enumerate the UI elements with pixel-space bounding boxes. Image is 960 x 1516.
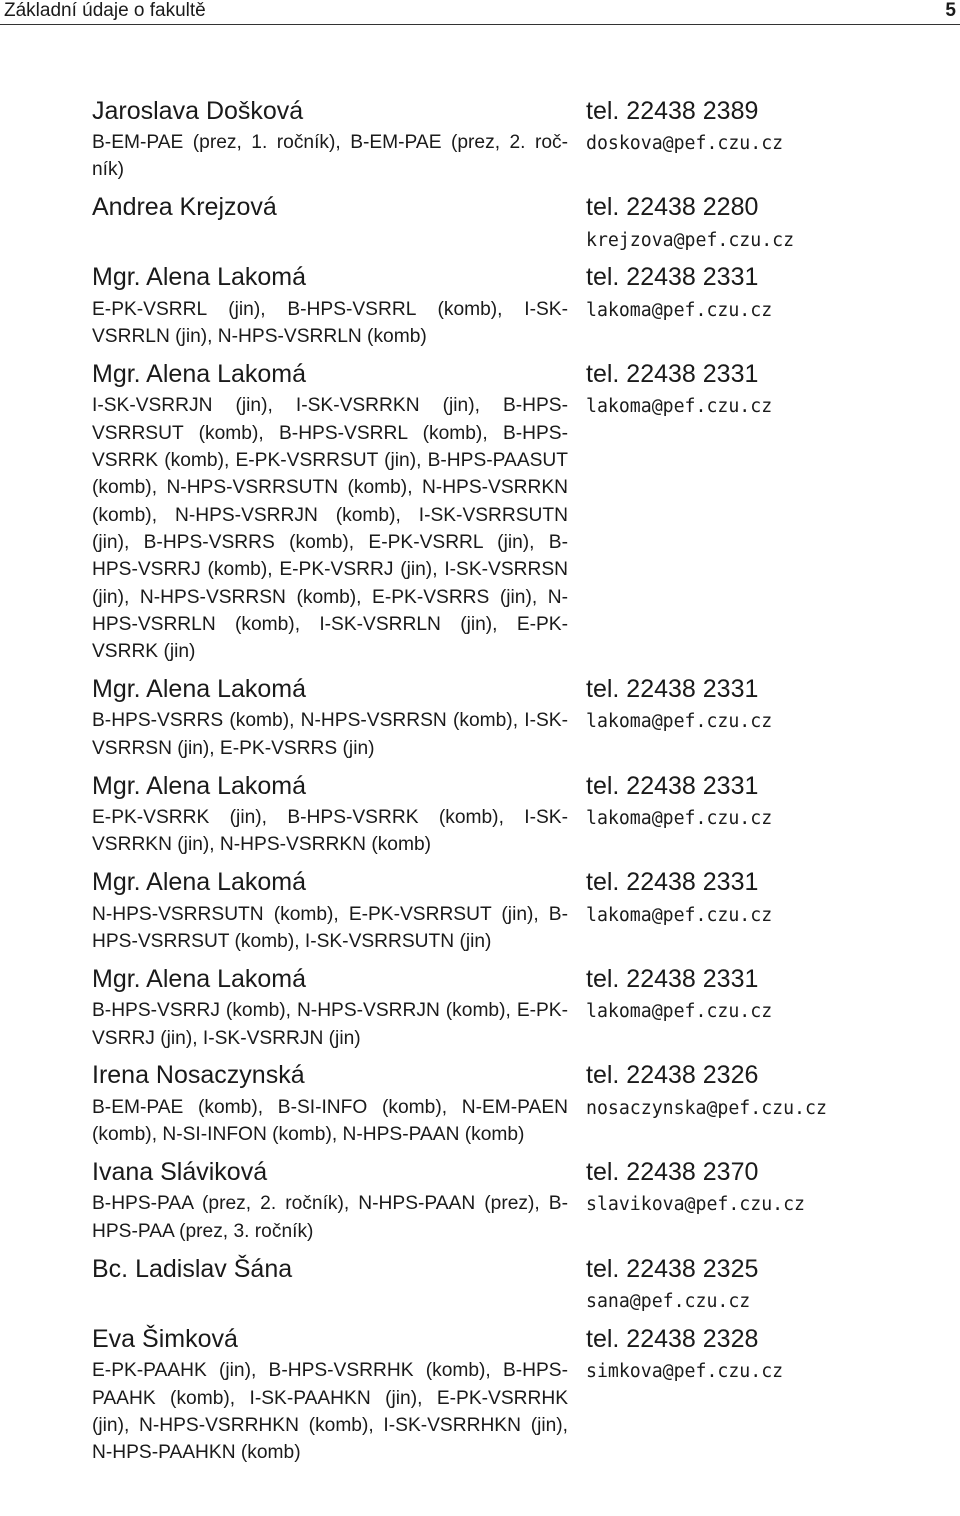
contact-phone: tel. 22438 2389 (586, 96, 759, 125)
contact-details (92, 1357, 952, 1466)
study-programs: E-PK-VSRRK (jin), B-HPS-VSRRK (komb), I-SK-VSRRKN (jin), N-HPS-VSRRKN (komb) (92, 807, 568, 856)
contact-details (92, 997, 952, 1052)
contact-phone: tel. 22438 2326 (586, 1061, 759, 1090)
page-number: 5 (945, 0, 956, 21)
contact-entry (92, 768, 952, 859)
contact-header (92, 961, 952, 997)
contact-details (92, 1190, 952, 1245)
contact-name: Mgr. Alena Lakomá (92, 771, 307, 800)
contact-details (92, 392, 952, 665)
contact-name: Eva Šimková (92, 1324, 238, 1353)
contact-entry (92, 865, 952, 956)
contact-email[interactable]: simkova@pef.czu.cz (586, 1361, 784, 1383)
study-programs: E-PK-PAAHK (jin), B-HPS-VSRRHK (komb), B-HPS-PAAHK (komb), I-SK-PAAHKN (jin), E-PK-VSRRHK (jin), N-HPS-VSRRHKN (komb), I-SK-VSRRHKN (jin), N-HPS-PAAHKN (komb) (92, 1360, 568, 1464)
contact-name: Andrea Krejzová (92, 193, 277, 222)
contact-header (92, 260, 952, 296)
contact-entry (92, 356, 952, 665)
contact-phone: tel. 22438 2331 (586, 263, 759, 292)
contact-name: Mgr. Alena Lakomá (92, 263, 307, 292)
contact-email[interactable]: lakoma@pef.czu.cz (586, 1001, 773, 1023)
contact-entry (92, 961, 952, 1052)
contact-entry (92, 1251, 952, 1315)
contact-header (92, 671, 952, 707)
contact-phone: tel. 22438 2280 (586, 193, 759, 222)
contact-header (92, 1058, 952, 1094)
contact-email[interactable]: lakoma@pef.czu.cz (586, 904, 773, 926)
contact-email[interactable]: nosaczynska@pef.czu.cz (586, 1097, 827, 1119)
contact-phone: tel. 22438 2328 (586, 1324, 759, 1353)
contact-name: Ivana Sláviková (92, 1157, 268, 1186)
contact-header (92, 1154, 952, 1190)
contact-email[interactable]: lakoma@pef.czu.cz (586, 711, 773, 733)
page-header (0, 0, 960, 25)
study-programs: N-HPS-VSRRSUTN (komb), E-PK-VSRRSUT (jin), B-HPS-VSRRSUT (komb), I-SK-VSRRSUTN (jin) (92, 903, 568, 952)
contact-entry (92, 671, 952, 762)
contact-name: Mgr. Alena Lakomá (92, 868, 307, 897)
study-programs: E-PK-VSRRL (jin), B-HPS-VSRRL (komb), I-SK-VSRRLN (jin), N-HPS-VSRRLN (komb) (92, 298, 568, 348)
header-title: Základní údaje o fakultě (4, 0, 206, 21)
contact-details (92, 804, 952, 859)
contact-phone: tel. 22438 2370 (586, 1157, 759, 1186)
contact-details (92, 226, 952, 254)
contact-entry (92, 93, 952, 184)
contact-phone: tel. 22438 2331 (586, 964, 759, 993)
contact-name: Irena Nosaczynská (92, 1061, 305, 1090)
contact-email[interactable]: slavikova@pef.czu.cz (586, 1194, 805, 1216)
study-programs: B-EM-PAE (prez, 1. ročník), B-EM-PAE (prez, 2. roč-ník) (92, 132, 568, 181)
contact-phone: tel. 22438 2331 (586, 359, 759, 388)
contact-name: Jaroslava Došková (92, 96, 304, 125)
contact-header (92, 1251, 952, 1287)
contact-header (92, 356, 952, 392)
contact-header (92, 768, 952, 804)
contact-list (92, 93, 952, 1473)
contact-phone: tel. 22438 2331 (586, 771, 759, 800)
contact-name: Mgr. Alena Lakomá (92, 674, 307, 703)
contact-entry (92, 1058, 952, 1149)
contact-entry (92, 190, 952, 254)
contact-email[interactable]: lakoma@pef.czu.cz (586, 808, 773, 830)
contact-details (92, 1287, 952, 1315)
contact-details (92, 901, 952, 956)
study-programs (92, 1287, 568, 1314)
contact-email[interactable]: lakoma@pef.czu.cz (586, 396, 773, 418)
contact-entry (92, 1321, 952, 1466)
contact-details (92, 1094, 952, 1149)
study-programs: B-HPS-VSRRS (komb), N-HPS-VSRRSN (komb), I-SK-VSRRSN (jin), E-PK-VSRRS (jin) (92, 710, 568, 759)
contact-entry (92, 260, 952, 351)
contact-phone: tel. 22438 2325 (586, 1254, 759, 1283)
contact-details (92, 296, 952, 351)
study-programs: B-HPS-PAA (prez, 2. ročník), N-HPS-PAAN (prez), B-HPS-PAA (prez, 3. ročník) (92, 1193, 568, 1242)
contact-email[interactable]: sana@pef.czu.cz (586, 1291, 751, 1313)
contact-header (92, 865, 952, 901)
contact-email[interactable]: doskova@pef.czu.cz (586, 133, 784, 154)
contact-name: Bc. Ladislav Šána (92, 1254, 293, 1283)
study-programs (92, 226, 568, 253)
contact-details (92, 707, 952, 762)
contact-header (92, 1321, 952, 1357)
contact-email[interactable]: krejzova@pef.czu.cz (586, 229, 795, 251)
contact-entry (92, 1154, 952, 1245)
contact-phone: tel. 22438 2331 (586, 868, 759, 897)
contact-name: Mgr. Alena Lakomá (92, 964, 307, 993)
contact-phone: tel. 22438 2331 (586, 674, 759, 703)
study-programs: B-HPS-VSRRJ (komb), N-HPS-VSRRJN (komb), E-PK-VSRRJ (jin), I-SK-VSRRJN (jin) (92, 1000, 568, 1049)
contact-email[interactable]: lakoma@pef.czu.cz (586, 299, 773, 321)
contact-header (92, 190, 952, 226)
contact-header (92, 93, 952, 129)
study-programs: I-SK-VSRRJN (jin), I-SK-VSRRKN (jin), B-HPS-VSRRSUT (komb), B-HPS-VSRRL (komb), B-HPS-VSRRK (komb), E-PK-VSRRSUT (jin), B-HPS-PAASUT (komb), N-HPS-VSRRSUTN (komb), N-HPS-VSRRKN (komb), N-HPS-VSRRJN (komb), I-SK-VSRRSUTN (jin), B-HPS-VSRRS (komb), E-PK-VSRRL (jin), B-HPS-VSRRJ (komb), E-PK-VSRRJ (jin), I-SK-VSRRSN (jin), N-HPS-VSRRSN (komb), E-PK-VSRRS (jin), N-HPS-VSRRLN (komb), I-SK-VSRRLN (jin), E-PK-VSRRK (jin) (92, 395, 568, 663)
contact-name: Mgr. Alena Lakomá (92, 359, 307, 388)
contact-details (92, 129, 952, 184)
study-programs: B-EM-PAE (komb), B-SI-INFO (komb), N-EM-PAEN (komb), N-SI-INFON (komb), N-HPS-PAAN (komb) (92, 1096, 568, 1146)
